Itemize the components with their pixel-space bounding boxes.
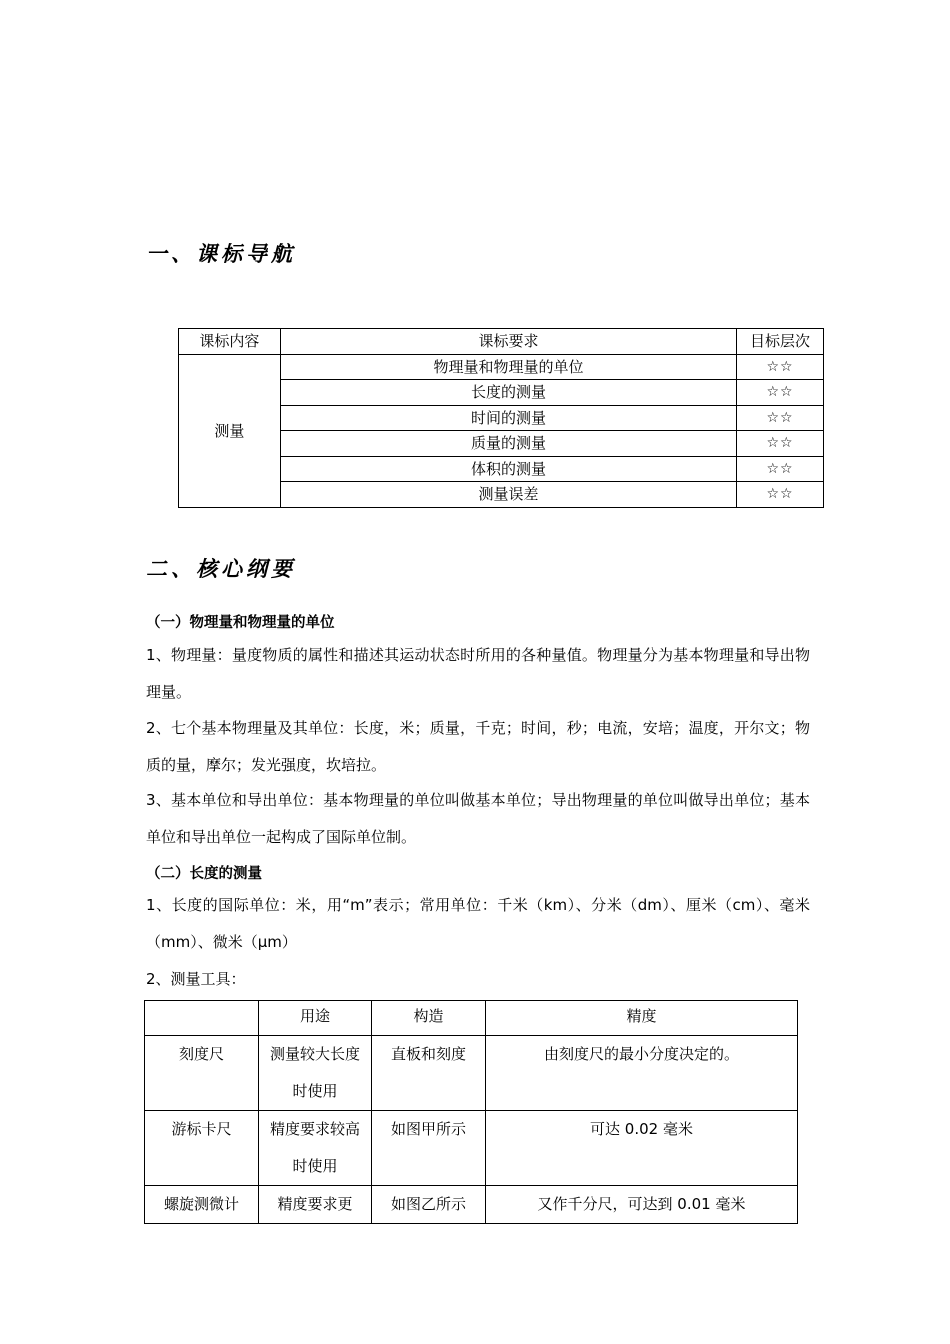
tool-name-cell: 游标卡尺: [145, 1111, 259, 1186]
tool-precision-cell: 可达 0.02 毫米: [486, 1111, 798, 1186]
tool-use-cell: 精度要求较高时使用: [259, 1111, 372, 1186]
tool-build-cell: 如图乙所示: [372, 1186, 486, 1224]
level-cell: ☆☆: [737, 405, 824, 431]
level-cell: ☆☆: [737, 380, 824, 406]
table-header: 精度: [486, 1001, 798, 1036]
table-header: 用途: [259, 1001, 372, 1036]
requirement-cell: 长度的测量: [280, 380, 736, 406]
tool-use-cell: 精度要求更: [259, 1186, 372, 1224]
table-header: 构造: [372, 1001, 486, 1036]
level-cell: ☆☆: [737, 431, 824, 457]
tool-name-cell: 刻度尺: [145, 1036, 259, 1111]
tool-precision-cell: 由刻度尺的最小分度决定的。: [486, 1036, 798, 1111]
requirement-cell: 体积的测量: [280, 456, 736, 482]
table-header: [145, 1001, 259, 1036]
subheading: （一）物理量和物理量的单位: [146, 615, 335, 631]
tools-table: [144, 1000, 798, 1224]
level-cell: ☆☆: [737, 456, 824, 482]
table-row: [145, 1186, 798, 1224]
paragraph: 2、测量工具：: [146, 970, 246, 988]
tool-build-cell: 如图甲所示: [372, 1111, 486, 1186]
paragraph: 1、长度的国际单位：米，用“m”表示；常用单位：千米（km）、分米（dm）、厘米（cm）、毫米（mm）、微米（μm）: [146, 896, 810, 951]
paragraph: 3、基本单位和导出单位：基本物理量的单位叫做基本单位；导出物理量的单位叫做导出单位；基本单位和导出单位一起构成了国际单位制。: [146, 791, 810, 846]
table-header: 课标内容: [179, 329, 281, 355]
section-title-core: 二、核心纲要: [146, 556, 296, 581]
requirement-cell: 物理量和物理量的单位: [280, 354, 736, 380]
table-row: [145, 1111, 798, 1186]
requirement-cell: 质量的测量: [280, 431, 736, 457]
paragraph: 1、物理量：量度物质的属性和描述其运动状态时所用的各种量值。物理量分为基本物理量和导出物理量。: [146, 646, 810, 701]
tool-precision-cell: 又作千分尺，可达到 0.01 毫米: [486, 1186, 798, 1224]
tool-use-cell: 测量较大长度时使用: [259, 1036, 372, 1111]
subheading: （二）长度的测量: [146, 866, 262, 882]
paragraph: 2、七个基本物理量及其单位：长度，米；质量，千克；时间，秒；电流，安培；温度，开尔文；物质的量，摩尔；发光强度，坎培拉。: [146, 719, 810, 774]
curriculum-table: [178, 328, 824, 508]
requirement-cell: 时间的测量: [280, 405, 736, 431]
group-cell: 测量: [179, 354, 281, 507]
section-title-curriculum: 一、课标导航: [146, 241, 296, 266]
table-header-row: [179, 329, 824, 355]
requirement-cell: 测量误差: [280, 482, 736, 508]
table-header: 目标层次: [737, 329, 824, 355]
level-cell: ☆☆: [737, 482, 824, 508]
table-row: [179, 354, 824, 380]
tool-name-cell: 螺旋测微计: [145, 1186, 259, 1224]
table-header-row: [145, 1001, 798, 1036]
tool-build-cell: 直板和刻度: [372, 1036, 486, 1111]
table-row: [145, 1036, 798, 1111]
table-header: 课标要求: [280, 329, 736, 355]
level-cell: ☆☆: [737, 354, 824, 380]
